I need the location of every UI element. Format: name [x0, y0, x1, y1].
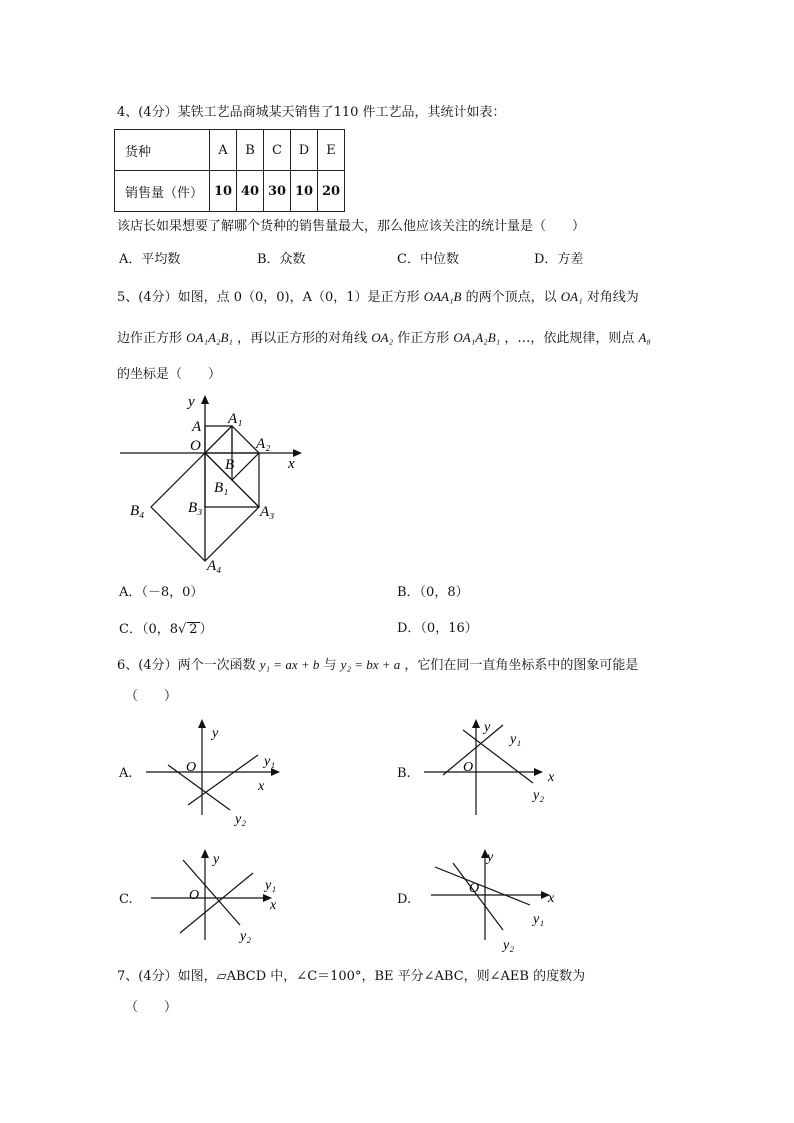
label-b4: B₄	[130, 503, 145, 519]
q6-option-c-letter[interactable]: C.	[119, 892, 133, 907]
q6-graph-c[interactable]	[145, 845, 295, 960]
q6-text: 与	[323, 658, 337, 673]
q5-text: ，再以正方形的对角线	[237, 331, 368, 346]
q5-text: ，…，依此规律，则点	[504, 331, 635, 346]
q5-option-b[interactable]: B．（0，8）	[397, 585, 469, 600]
q5-math: OAA₁B	[423, 289, 462, 304]
y-axis-arrow-icon	[198, 719, 206, 728]
label-y1: y₁	[264, 754, 276, 769]
label-a1: A₁	[228, 411, 243, 427]
q7-stem: 7、(4分）如图，▱ABCD 中，∠C＝100°，BE 平分∠ABC，则∠AEB 的度数为	[117, 969, 586, 984]
table-cell: 30	[264, 171, 291, 212]
q5-text: 的两个顶点，以	[465, 290, 557, 305]
label-b1: B₁	[214, 480, 229, 496]
table-cell: D	[291, 130, 318, 171]
q5-text: 作正方形	[397, 331, 450, 346]
label-x: x	[258, 779, 265, 794]
table-cell: 20	[318, 171, 345, 212]
q6-graph-a[interactable]	[140, 715, 290, 835]
label-y2: y₂	[503, 938, 515, 953]
diagonal-oa1	[205, 426, 232, 453]
label-o: O	[186, 760, 197, 775]
y-axis-arrow-icon	[472, 719, 480, 728]
q5-text: 5、(4分）如图，点 0（0，0)，A（0，1）是正方形	[117, 290, 420, 305]
table-header-cell: 销售量（件）	[115, 171, 210, 212]
label-y: y	[487, 850, 494, 865]
label-y1: y₁	[533, 912, 545, 927]
q6-text: ，它们在同一直角坐标系中的图象可能是	[404, 658, 639, 673]
q5-text: 边作正方形	[117, 331, 183, 346]
table-cell: 10	[291, 171, 318, 212]
line-y2	[463, 730, 533, 783]
q4-option-c[interactable]: C．中位数	[397, 252, 459, 267]
q5-option-a[interactable]: A．（－8，0）	[119, 585, 204, 600]
q6-option-a-letter[interactable]: A.	[119, 766, 133, 781]
table-cell: C	[264, 130, 291, 171]
label-y2: y₂	[240, 929, 252, 944]
q6-graph-b[interactable]	[418, 715, 568, 835]
q5-stem-line2	[117, 331, 651, 345]
label-y: y	[212, 726, 219, 741]
table-cell: B	[237, 130, 264, 171]
label-a2: A₂	[256, 436, 271, 452]
table-row	[115, 171, 345, 212]
label-o: O	[189, 888, 200, 903]
q5-square-figure	[110, 390, 320, 580]
q7-stem-line2: （ ）	[125, 1000, 178, 1015]
line-y1	[180, 873, 253, 933]
q5-math: A₈	[638, 330, 651, 345]
q5-option-c[interactable]	[119, 622, 213, 636]
q5-option-c-text: ）	[199, 622, 213, 637]
label-y: y	[188, 394, 195, 410]
table-cell: 40	[237, 171, 264, 212]
label-o: O	[190, 438, 201, 454]
y-axis-arrow-icon	[201, 395, 209, 404]
q6-math: y₁ = ax + b	[259, 657, 320, 672]
q5-math: OA₂	[371, 330, 394, 345]
sales-table	[114, 129, 345, 212]
x-axis-arrow-icon	[271, 768, 280, 776]
x-axis-arrow-icon	[534, 768, 543, 776]
q4-option-d[interactable]: D．方差	[534, 252, 584, 267]
line-y1	[435, 867, 530, 905]
q4-question: 该店长如果想要了解哪个货种的销售量最大，那么他应该关注的统计量是（ ）	[117, 219, 586, 234]
q6-math: y₂ = bx + a	[340, 657, 401, 672]
label-y: y	[213, 852, 220, 867]
q4-stem: 4、(4分）某铁工艺品商城某天销售了110 件工艺品，其统计如表：	[117, 105, 506, 120]
q4-option-a[interactable]: A．平均数	[119, 252, 181, 267]
q5-math: OA₁	[560, 289, 583, 304]
label-y2: y₂	[235, 812, 247, 827]
label-x: x	[548, 770, 555, 785]
label-x: x	[270, 898, 277, 913]
label-x: x	[548, 891, 555, 906]
q5-stem-line3: 的坐标是（ ）	[117, 367, 222, 382]
q5-stem-line1	[117, 290, 639, 304]
sqrt-icon: √	[178, 622, 187, 637]
label-a4: A₄	[207, 558, 222, 574]
q5-text: 对角线为	[586, 290, 639, 305]
label-y1: y₁	[265, 878, 277, 893]
label-o: O	[463, 760, 474, 775]
line-y1	[188, 755, 258, 805]
table-header-cell: 货种	[115, 130, 210, 171]
q4-option-b[interactable]: B．众数	[257, 252, 306, 267]
q5-option-d[interactable]: D．（0，16）	[397, 621, 478, 636]
label-y1: y₁	[510, 732, 522, 747]
label-b3: B₃	[188, 500, 203, 516]
table-cell: A	[210, 130, 237, 171]
label-a: A	[192, 419, 202, 435]
label-b: B	[225, 457, 235, 473]
table-row	[115, 130, 345, 171]
label-a3: A₃	[260, 504, 275, 520]
q5-option-c-radicand: 2	[189, 622, 198, 637]
q5-option-c-text: C．（0，8	[119, 622, 178, 637]
y-axis-arrow-icon	[201, 849, 209, 858]
label-o: O	[469, 881, 480, 896]
label-y: y	[484, 720, 491, 735]
table-cell: 10	[210, 171, 237, 212]
q5-math: OA₁A₂B₁	[186, 330, 233, 345]
q6-text: 6、(4分）两个一次函数	[117, 658, 256, 673]
q6-option-b-letter[interactable]: B.	[397, 766, 411, 781]
label-y2: y₂	[533, 788, 545, 803]
q6-graph-d[interactable]	[425, 845, 575, 960]
q5-math: OA₁A₂B₁	[453, 330, 501, 345]
q6-stem-line2: （ ）	[125, 689, 178, 704]
table-cell: E	[318, 130, 345, 171]
line-y2	[453, 863, 503, 930]
q6-option-d-letter[interactable]: D.	[397, 892, 412, 907]
q6-stem	[117, 658, 638, 672]
label-x: x	[288, 456, 295, 472]
